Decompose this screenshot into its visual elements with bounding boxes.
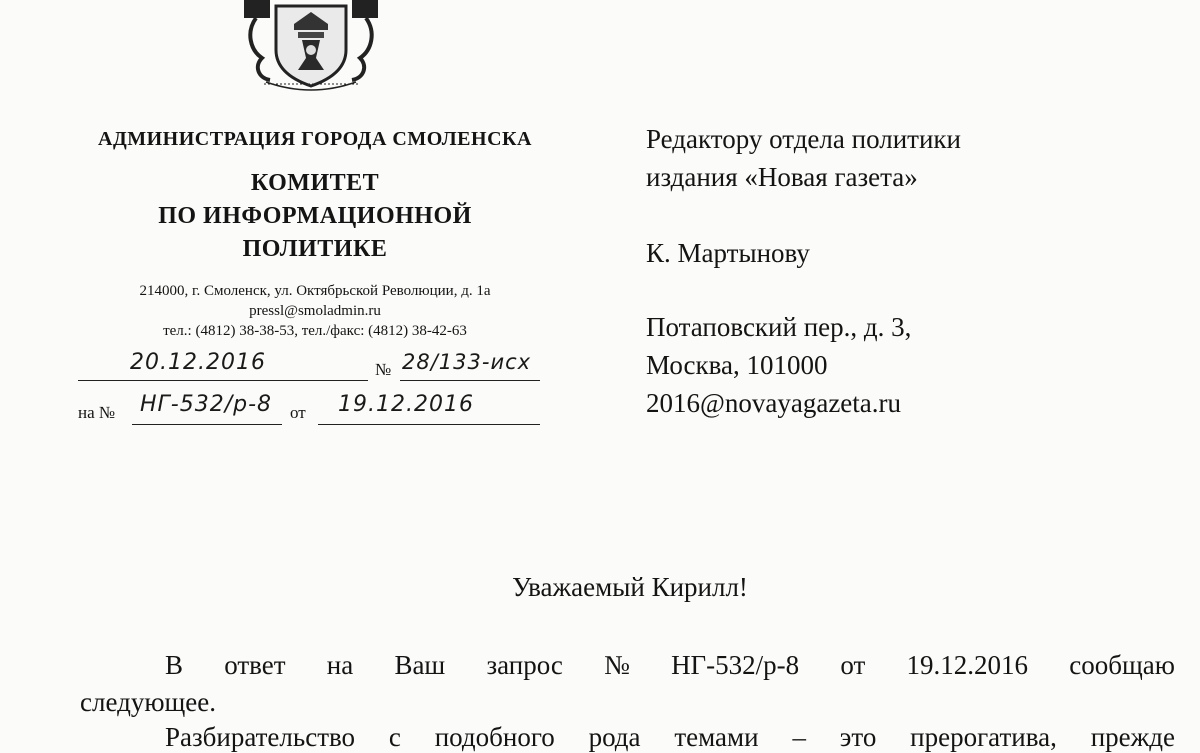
word: № xyxy=(604,650,630,680)
word: рода xyxy=(588,722,641,752)
outgoing-date: 20.12.2016 xyxy=(130,350,266,375)
outgoing-number: 28/133-исх xyxy=(402,350,532,374)
word: подобного xyxy=(434,722,555,752)
word: прерогатива, xyxy=(910,722,1057,752)
recipient-position xyxy=(646,120,961,196)
date-underline xyxy=(78,380,368,381)
word: В xyxy=(165,650,184,680)
word: запрос xyxy=(486,650,563,680)
word: ответ xyxy=(224,650,286,680)
number-label: № xyxy=(375,360,392,379)
paragraph-1-line-2: следующее. xyxy=(80,687,217,717)
word: НГ-532/р-8 xyxy=(671,650,800,680)
committee-line-2: ПО ИНФОРМАЦИОННОЙ xyxy=(158,203,472,229)
reply-date: 19.12.2016 xyxy=(338,392,474,417)
administration-title: АДМИНИСТРАЦИЯ ГОРОДА СМОЛЕНСКА xyxy=(98,128,532,150)
reply-number-label: на № xyxy=(78,403,116,422)
recipient-address xyxy=(646,308,911,422)
reply-number: НГ-532/р-8 xyxy=(140,392,273,417)
word: с xyxy=(388,722,401,752)
recipient-line-1: Редактору отдела политики xyxy=(646,124,961,154)
committee-line-1: КОМИТЕТ xyxy=(250,170,380,196)
from-label: от xyxy=(290,403,306,422)
reply-date-underline xyxy=(318,424,540,425)
word: темами xyxy=(674,722,759,752)
committee-address: 214000, г. Смоленск, ул. Октябрьской Революции, д. 1а xyxy=(139,283,491,299)
number-underline xyxy=(400,380,540,381)
paragraph-1-line-1 xyxy=(165,650,1175,681)
reply-number-underline xyxy=(132,424,282,425)
word: 19.12.2016 xyxy=(906,650,1029,680)
word: прежде xyxy=(1090,722,1175,752)
coat-of-arms-emblem xyxy=(236,0,386,98)
committee-email: pressl@smoladmin.ru xyxy=(249,303,381,319)
word: Ваш xyxy=(394,650,446,680)
recipient-line-2: издания «Новая газета» xyxy=(646,162,918,192)
recipient-email: 2016@novayagazeta.ru xyxy=(646,388,902,418)
word: – xyxy=(792,722,806,752)
committee-line-3: ПОЛИТИКЕ xyxy=(242,236,388,262)
recipient-street: Потаповский пер., д. 3, xyxy=(646,312,912,342)
word: сообщаю xyxy=(1069,650,1175,680)
committee-title xyxy=(85,167,545,266)
word: Разбирательство xyxy=(165,722,356,752)
word: это xyxy=(839,722,877,752)
word: от xyxy=(840,650,866,680)
greeting: Уважаемый Кирилл! xyxy=(512,572,748,602)
word: на xyxy=(326,650,354,680)
paragraph-2-line-1 xyxy=(165,722,1175,753)
committee-phones: тел.: (4812) 38-38-53, тел./факс: (4812) 38-42-63 xyxy=(163,323,467,339)
recipient-name: К. Мартынову xyxy=(646,238,810,268)
recipient-city: Москва, 101000 xyxy=(646,350,828,380)
